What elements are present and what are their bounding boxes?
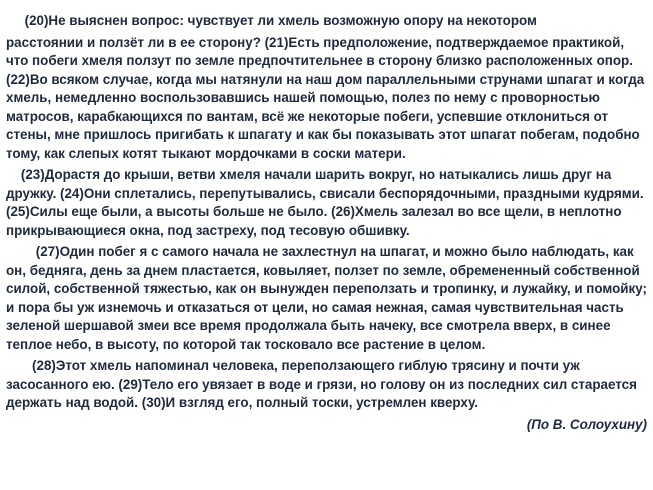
paragraph-21: расстоянии и ползёт ли в ее сторону? (21)Есть предположение, подтверждаемое практикой, что побеги хмеля ползут по земле предпочтительнее в сторону близко расположенных опор. (22)Во всяком случае, когда мы натянули на наш дом параллельными струнами шпагат и когда хмель, немедленно воспользовавшись нашей помощью, полез по нему с проворностью матросов, карабкающихся по вантам, всё же некоторые побеги, успевшие отклониться от стены, мне пришлось пригибать к шпагату и как бы показывать этот шпагат побегам, подобно тому, как слепых котят тыкают мордочками в соски матери.: [6, 34, 648, 161]
source-attribution: (По В. Солоухину): [526, 416, 647, 432]
document-text: [6, 12, 651, 434]
paragraph-23: (23)Дорастя до крыши, ветви хмеля начали шарить вокруг, но натыкались лишь друг на дружку. (24)Они сплетались, перепутывались, свисали беспорядочными, праздными кудрями. (25)Силы еще были, а высоты больше не было. (26)Хмель залезал во все щели, в неплотно прикрывающиеся окна, под застреху, под тесовую обшивку.: [6, 167, 648, 238]
paragraph-20: (20)Не выяснен вопрос: чувствует ли хмель возможную опору на некотором: [6, 13, 537, 28]
paragraph-27: (27)Один побег я с самого начала не захлестнул на шпагат, и можно было наблюдать, как он, бедняга, день за днем пластается, ковыляет, ползет по земле, обремененный собственной силой, собственной тяжестью, как он вынужден переползать и тропинку, и лужайку, и помойку; и пора бы уж изнемочь и отказаться от цели, но самая нежная, самая чувствительная часть зеленой шершавой змеи все время продолжала быть начеку, все смотрела вверх, в синее теплое небо, в высоту, по которой так тосковало все растение в целом.: [6, 244, 651, 352]
paragraph-28: (28)Этот хмель напоминал человека, переползающего гиблую трясину и почти уж засосанного ею. (29)Тело его увязает в воде и грязи, но голову он из последних сил старается держать над водой. (30)И взгляд его, полный тоски, устремлен кверху.: [6, 358, 641, 410]
